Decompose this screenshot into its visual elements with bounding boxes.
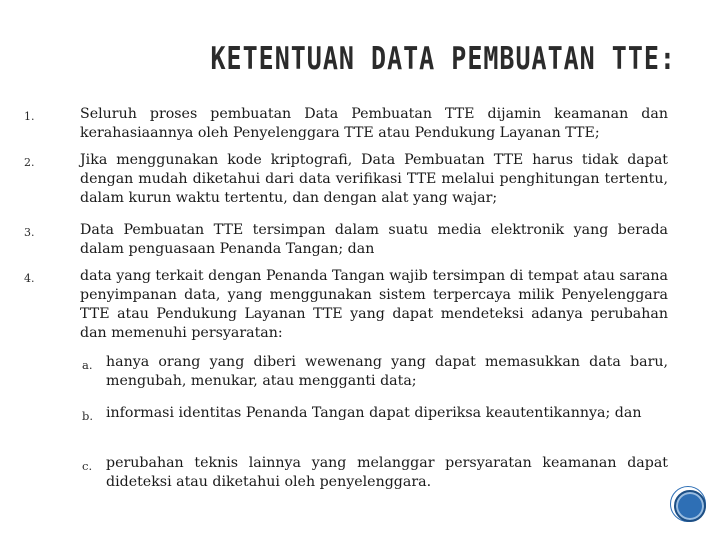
subitem-text: informasi identitas Penanda Tangan dapat diperiksa keautentikannya; dan	[106, 405, 642, 421]
item-text: data yang terkait dengan Penanda Tangan wajib tersimpan di tempat atau sarana penyimpanan data, yang menggunakan sistem terpercaya milik Penyelenggara TTE atau Pendukung Layanan TTE yang dapat mendeteksi adanya perubahan dan memenuhi persyaratan:	[80, 268, 668, 341]
item-text: Seluruh proses pembuatan Data Pembuatan TTE dijamin keamanan dan kerahasiaannya oleh Penyelenggara TTE atau Pendukung Layanan TTE;	[80, 106, 668, 141]
page-title: KETENTUAN DATA PEMBUATAN TTE:	[210, 40, 676, 77]
next-slide-button[interactable]	[674, 490, 706, 522]
item-number: 1.	[24, 110, 35, 123]
item-text: Jika menggunakan kode kriptografi, Data Pembuatan TTE harus tidak dapat dengan mudah diketahui dari data verifikasi TTE melalui penghitungan tertentu, dalam kurun waktu tertentu, dan dengan alat yang wajar;	[80, 152, 668, 206]
item-text: Data Pembuatan TTE tersimpan dalam suatu media elektronik yang berada dalam penguasaan Penanda Tangan; dan	[80, 222, 668, 257]
subitem-letter: a.	[82, 358, 93, 372]
subitem-letter: c.	[82, 459, 93, 473]
item-number: 3.	[24, 226, 35, 239]
subitem-text: hanya orang yang diberi wewenang yang dapat memasukkan data baru, mengubah, menukar, atau mengganti data;	[106, 354, 668, 389]
item-number: 4.	[24, 272, 35, 285]
subitem-letter: b.	[82, 409, 94, 423]
item-number: 2.	[24, 156, 35, 169]
subitem-text: perubahan teknis lainnya yang melanggar persyaratan keamanan dapat dideteksi atau diketahui oleh penyelenggara.	[106, 455, 668, 490]
